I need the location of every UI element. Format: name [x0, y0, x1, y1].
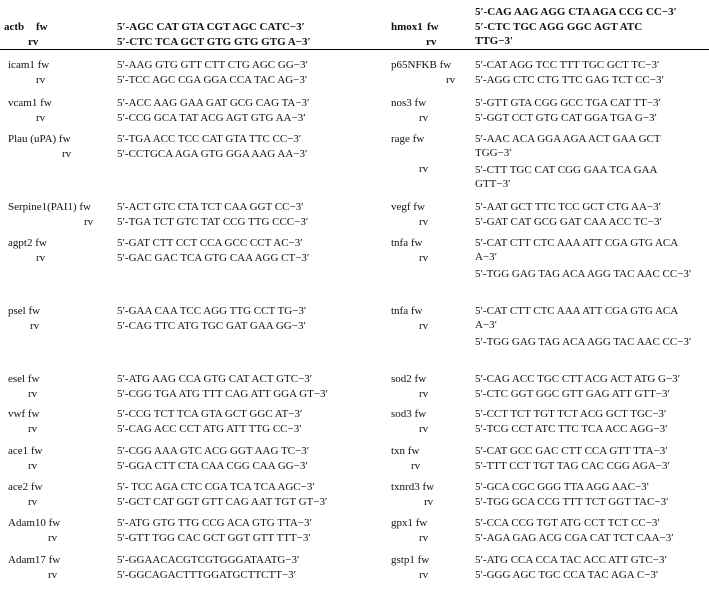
gene-rv-label: rv — [411, 460, 421, 472]
fw-sequence: 5′-AAC ACA GGA AGA ACT GAA GCT TGG−3′ — [475, 133, 661, 159]
gene-fw-label: ace2 fw — [8, 481, 43, 493]
fw-sequence: 5′-CAT AGG TCC TTT TGC GCT TC−3′ — [475, 59, 660, 71]
gene-fw-label: ace1 fw — [8, 445, 43, 457]
gene-fw-label: icam1 fw — [8, 59, 50, 71]
fw-sequence: 5′- TCC AGA CTC CGA TCA TCA AGC−3′ — [117, 481, 315, 493]
gene-rv-label: rv — [446, 74, 456, 86]
gene-rv-label: rv — [48, 532, 58, 544]
rv-sequence: 5′-TGA TCT GTC TAT CCG TTG CCC−3′ — [117, 216, 309, 228]
fw-sequence: 5′-ACT GTC CTA TCT CAA GGT CC−3′ — [117, 201, 304, 213]
gene-rv-label: rv — [419, 320, 429, 332]
gene-rv-label: rv — [28, 423, 38, 435]
gene-rv-label: rv — [30, 320, 40, 332]
rv-sequence: 5′-TGG GAG TAG ACA AGG TAC AAC CC−3′ — [475, 268, 692, 280]
fw-sequence: 5′-CAG ACC TGC CTT ACG ACT ATG G−3′ — [475, 373, 681, 385]
gene-rv-label: rv — [419, 252, 429, 264]
rv-sequence: 5′-CAG ACC CCT ATG ATT TTG CC−3′ — [117, 423, 302, 435]
fw-sequence: 5′-CCG TCT TCA GTA GCT GGC AT−3′ — [117, 408, 303, 420]
header-rule — [0, 49, 709, 50]
header-right-fw-tag: fw — [427, 21, 439, 33]
gene-rv-label: rv — [419, 388, 429, 400]
gene-rv-label: rv — [62, 148, 72, 160]
gene-rv-label: rv — [36, 74, 46, 86]
gene-rv-label: rv — [48, 569, 58, 581]
rv-sequence: 5′-AGA GAG ACG CGA CAT TCT CAA−3′ — [475, 532, 674, 544]
header-left-rv-tag: rv — [28, 36, 39, 48]
gene-fw-label: p65NFKB fw — [391, 59, 452, 71]
fw-sequence: 5′-CAT GCC GAC CTT CCA GTT TTA−3′ — [475, 445, 668, 457]
gene-fw-label: Serpine1(PAI1) fw — [8, 201, 91, 213]
gene-fw-label: esel fw — [8, 373, 40, 385]
gene-fw-label: vegf fw — [391, 201, 425, 213]
gene-fw-label: agpt2 fw — [8, 237, 47, 249]
rv-sequence: 5′-CGG TGA ATG TTT CAG ATT GGA GT−3′ — [117, 388, 328, 400]
gene-fw-label: sod3 fw — [391, 408, 427, 420]
gene-rv-label: rv — [419, 423, 429, 435]
fw-sequence: 5′-CAT CTT CTC AAA ATT CGA GTG ACA A−3′ — [475, 237, 678, 263]
gene-rv-label: rv — [419, 532, 429, 544]
gene-fw-label: Adam17 fw — [8, 554, 61, 566]
gene-rv-label: rv — [424, 496, 434, 508]
rv-sequence: 5′-GGT CCT GTG CAT GGA TGA G−3′ — [475, 112, 657, 124]
rv-sequence: 5′-GGCAGACTTTGGATGCTTCTT−3′ — [117, 569, 297, 581]
rv-sequence: 5′-TGG GAG TAG ACA AGG TAC AAC CC−3′ — [475, 336, 692, 348]
gene-fw-label: rage fw — [391, 133, 425, 145]
header-right-rv-tag: rv — [426, 36, 437, 48]
gene-fw-label: tnfa fw — [391, 237, 423, 249]
fw-sequence: 5′-AAT GCT TTC TCC GCT CTG AA−3′ — [475, 201, 662, 213]
rv-sequence: 5′-CCTGCA AGA GTG GGA AAG AA−3′ — [117, 148, 308, 160]
header-left-gene: actb — [4, 21, 25, 33]
rv-sequence: 5′-GCT CAT GGT GTT CAG AAT TGT GT−3′ — [117, 496, 328, 508]
rv-sequence: 5′-TGG GCA CCG TTT TCT GGT TAC−3′ — [475, 496, 669, 508]
fw-sequence: 5′-GTT GTA CGG GCC TGA CAT TT−3′ — [475, 97, 661, 109]
header-left-fw-seq: 5′-AGC CAT GTA CGT AGC CATC−3′ — [117, 21, 305, 33]
header-right-gene: hmox1 — [391, 21, 423, 33]
header-left-fw-tag: fw — [36, 21, 48, 33]
rv-sequence: 5′-CAG TTC ATG TGC GAT GAA GG−3′ — [117, 320, 306, 332]
gene-rv-label: rv — [419, 112, 429, 124]
rv-sequence: 5′-CCG GCA TAT ACG AGT GTG AA−3′ — [117, 112, 306, 124]
gene-fw-label: Adam10 fw — [8, 517, 61, 529]
fw-sequence: 5′-TGA ACC TCC CAT GTA TTC CC−3′ — [117, 133, 302, 145]
fw-sequence: 5′-CGG AAA GTC ACG GGT AAG TC−3′ — [117, 445, 310, 457]
gene-fw-label: vcam1 fw — [8, 97, 52, 109]
rv-sequence: 5′-GTT TGG CAC GCT GGT GTT TTT−3′ — [117, 532, 311, 544]
gene-rv-label: rv — [28, 460, 38, 472]
header-right-rv-seq: 5′-CTC TGC AGG GGC AGT ATC TTG−3′ — [475, 21, 643, 47]
gene-rv-label: rv — [28, 388, 38, 400]
gene-fw-label: txnrd3 fw — [391, 481, 435, 493]
rv-sequence: 5′-TTT CCT TGT TAG CAC CGG AGA−3′ — [475, 460, 670, 472]
rv-sequence: 5′-GAT CAT GCG GAT CAA ACC TC−3′ — [475, 216, 662, 228]
gene-fw-label: tnfa fw — [391, 305, 423, 317]
gene-rv-label: rv — [84, 216, 94, 228]
gene-fw-label: gstp1 fw — [391, 554, 430, 566]
rv-sequence: 5′-TCC AGC CGA GGA CCA TAC AG−3′ — [117, 74, 308, 86]
fw-sequence: 5′-GAA CAA TCC AGG TTG CCT TG−3′ — [117, 305, 307, 317]
gene-fw-label: vwf fw — [8, 408, 40, 420]
gene-rv-label: rv — [28, 496, 38, 508]
rv-sequence: 5′-TCG CCT ATC TTC TCA ACC AGG−3′ — [475, 423, 668, 435]
gene-rv-label: rv — [419, 569, 429, 581]
rv-sequence: 5′-GAC GAC TCA GTG CAA AGG CT−3′ — [117, 252, 310, 264]
gene-fw-label: psel fw — [8, 305, 41, 317]
gene-rv-label: rv — [419, 216, 429, 228]
rv-sequence: 5′-CTT TGC CAT CGG GAA TCA GAA GTT−3′ — [475, 164, 657, 190]
gene-rv-label: rv — [419, 163, 429, 175]
rv-sequence: 5′-GGA CTT CTA CAA CGG CAA GG−3′ — [117, 460, 308, 472]
fw-sequence: 5′-ATG CCA CCA TAC ACC ATT GTC−3′ — [475, 554, 667, 566]
gene-rv-label: rv — [36, 252, 46, 264]
rv-sequence: 5′-GGG AGC TGC CCA TAC AGA C−3′ — [475, 569, 659, 581]
fw-sequence: 5′-ATG AAG CCA GTG CAT ACT GTC−3′ — [117, 373, 313, 385]
gene-fw-label: sod2 fw — [391, 373, 427, 385]
rv-sequence: 5′-AGG CTC CTG TTC GAG TCT CC−3′ — [475, 74, 664, 86]
fw-sequence: 5′-GCA CGC GGG TTA AGG AAC−3′ — [475, 481, 650, 493]
fw-sequence: 5′-CAT CTT CTC AAA ATT CGA GTG ACA A−3′ — [475, 305, 678, 331]
fw-sequence: 5′-CCA CCG TGT ATG CCT TCT CC−3′ — [475, 517, 660, 529]
fw-sequence: 5′-ATG GTG TTG CCG ACA GTG TTA−3′ — [117, 517, 312, 529]
gene-fw-label: Plau (uPA) fw — [8, 133, 71, 145]
gene-fw-label: gpx1 fw — [391, 517, 428, 529]
gene-rv-label: rv — [36, 112, 46, 124]
rv-sequence: 5′-CTC GGT GGC GTT GAG ATT GTT−3′ — [475, 388, 670, 400]
fw-sequence: 5′-ACC AAG GAA GAT GCG CAG TA−3′ — [117, 97, 310, 109]
table-header — [0, 0, 709, 50]
fw-sequence: 5′-AAG GTG GTT CTT CTG AGC GG−3′ — [117, 59, 308, 71]
fw-sequence: 5′-GGAACACGTCGTGGGATAATG−3′ — [117, 554, 300, 566]
header-left-rv-seq: 5′-CTC TCA GCT GTG GTG GTG A−3′ — [117, 36, 311, 48]
gene-fw-label: txn fw — [391, 445, 420, 457]
header-right-fw-seq: 5′-CAG AAG AGG CTA AGA CCG CC−3′ — [475, 6, 677, 18]
gene-fw-label: nos3 fw — [391, 97, 427, 109]
fw-sequence: 5′-CCT TCT TGT TCT ACG GCT TGC−3′ — [475, 408, 667, 420]
fw-sequence: 5′-GAT CTT CCT CCA GCC CCT AC−3′ — [117, 237, 303, 249]
